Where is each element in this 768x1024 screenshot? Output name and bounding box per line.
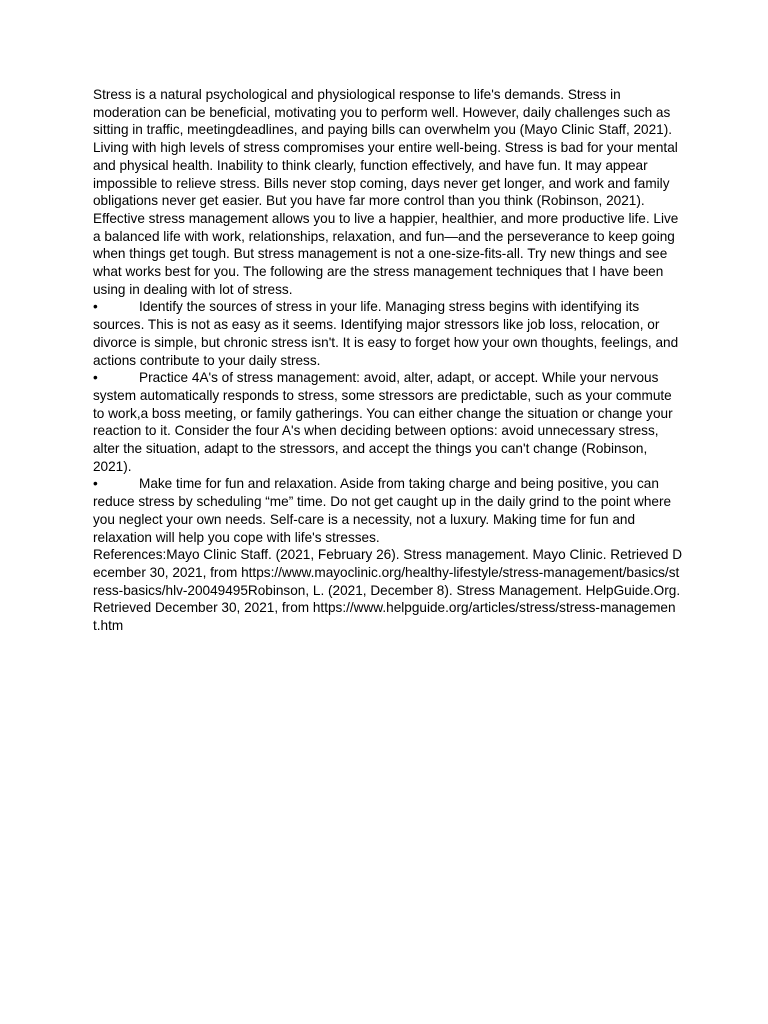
paragraph-effective-management: Effective stress management allows you to live a happier, healthier, and more productive life. Live a balanced life with work, relationships, relaxation, and fun—and the perseverance to keep going when things get tough. But stress management is not a one-size-fits-all. Try new things and see what works best for you. The following are the stress management techniques that I have been using in dealing with lot of stress. [93,210,679,297]
bullet-mark: • [93,476,98,492]
document-body [93,86,683,635]
references: References:Mayo Clinic Staff. (2021, February 26). Stress management. Mayo Clinic. Retrieved December 30, 2021, from https://www.mayoclinic.org/healthy-lifestyle/stress-management/basics/stress-basics/hlv-20049495Robinson, L. (2021, December 8). Stress Management. HelpGuide.Org. Retrieved December 30, 2021, from https://www.helpguide.org/articles/stress/stress-management.htm [93,547,683,634]
bullet-text-fun-relaxation: Make time for fun and relaxation. Aside from taking charge and being positive, you can reduce stress by scheduling “me” time. Do not get caught up in the daily grind to the point where you neglect your own needs. Self-care is a necessity, not a luxury. Making time for fun and relaxation will help you cope with life's stresses. [93,476,672,545]
bullet-text-identify-sources: Identify the sources of stress in your life. Managing stress begins with identifying its sources. This is not as easy as it seems. Identifying major stressors like job loss, relocation, or divorce is simple, but chronic stress isn't. It is easy to forget how your own thoughts, feelings, and actions contribute to your daily stress. [93,299,679,368]
paragraph-intro: Stress is a natural psychological and physiological response to life's demands. Stress in moderation can be beneficial, motivating you to perform well. However, daily challenges such as sitting in traffic, meetingdeadlines, and paying bills can overwhelm you (Mayo Clinic Staff, 2021). [93,87,673,138]
bullet-mark: • [93,299,98,315]
bullet-item [93,475,683,546]
paragraph-living-with-stress: Living with high levels of stress compromises your entire well-being. Stress is bad for your mental and physical health. Inability to think clearly, function effectively, and have fun. It may appear impossible to relieve stress. Bills never stop coming, days never get longer, and work and family obligations never get easier. But you have far more control than you think (Robinson, 2021). [93,140,678,209]
bullet-item [93,298,683,369]
bullet-item [93,369,683,475]
bullet-mark: • [93,370,98,386]
bullet-text-practice-4as: Practice 4A's of stress management: avoid, alter, adapt, or accept. While your nervous system automatically responds to stress, some stressors are predictable, such as your commute to work,a boss meeting, or family gatherings. You can either change the situation or change your reaction to it. Consider the four A's when deciding between options: avoid unnecessary stress, alter the situation, adapt to the stressors, and accept the things you can't change (Robinson, 2021). [93,370,673,474]
